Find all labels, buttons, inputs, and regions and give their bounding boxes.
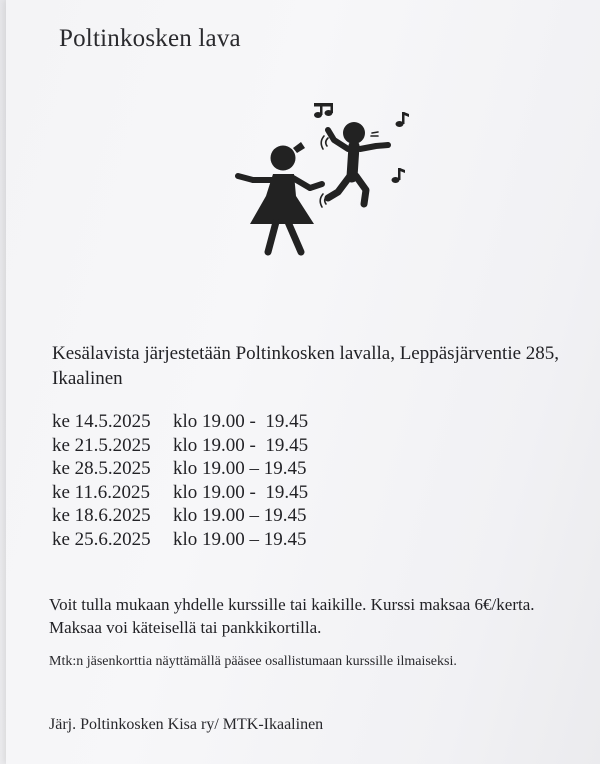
schedule-row	[52, 528, 308, 552]
man-dancer-icon	[328, 122, 388, 204]
schedule-row	[52, 457, 308, 481]
music-note-icon	[392, 168, 406, 183]
schedule-list	[52, 410, 308, 551]
schedule-time: klo 19.00 – 19.45	[173, 528, 307, 550]
event-intro: Kesälavista järjestetään Poltinkosken lavalla, Leppäsjärventie 285, Ikaalinen	[52, 343, 560, 389]
schedule-date: ke 18.6.2025	[52, 505, 151, 526]
schedule-date: ke 14.5.2025	[52, 411, 151, 432]
schedule-time: klo 19.00 – 19.45	[173, 505, 307, 526]
schedule-time: klo 19.00 - 19.45	[173, 434, 309, 456]
schedule-time: klo 19.00 - 19.45	[173, 411, 309, 432]
music-note-icon	[314, 103, 333, 118]
member-note: Mtk:n jäsenkorttia näyttämällä pääsee osallistumaan kurssille ilmaiseksi.	[49, 654, 457, 669]
course-fee-line: Voit tulla mukaan yhdelle kurssille tai kaikille. Kurssi maksaa 6€/kerta.	[49, 595, 535, 614]
organizer-line: Järj. Poltinkosken Kisa ry/ MTK-Ikaalinen	[49, 716, 324, 733]
schedule-date: ke 11.6.2025	[52, 481, 150, 503]
schedule-date: ke 21.5.2025	[52, 434, 151, 456]
course-info	[49, 593, 599, 639]
schedule-row	[52, 434, 308, 458]
schedule-date: ke 25.6.2025	[52, 528, 151, 550]
schedule-row	[52, 410, 308, 434]
schedule-time: klo 19.00 - 19.45	[173, 481, 309, 503]
woman-dancer-icon	[238, 142, 322, 252]
music-note-icon	[396, 112, 410, 127]
poster-title: Poltinkosken lava	[59, 25, 241, 52]
schedule-date: ke 28.5.2025	[52, 458, 151, 479]
poster-sheet	[6, 0, 600, 764]
schedule-row	[52, 504, 308, 528]
payment-line: Maksaa voi käteisellä tai pankkikortilla.	[49, 618, 322, 637]
dancing-couple-icon	[228, 96, 418, 262]
schedule-row	[52, 481, 308, 505]
schedule-time: klo 19.00 – 19.45	[173, 458, 307, 479]
